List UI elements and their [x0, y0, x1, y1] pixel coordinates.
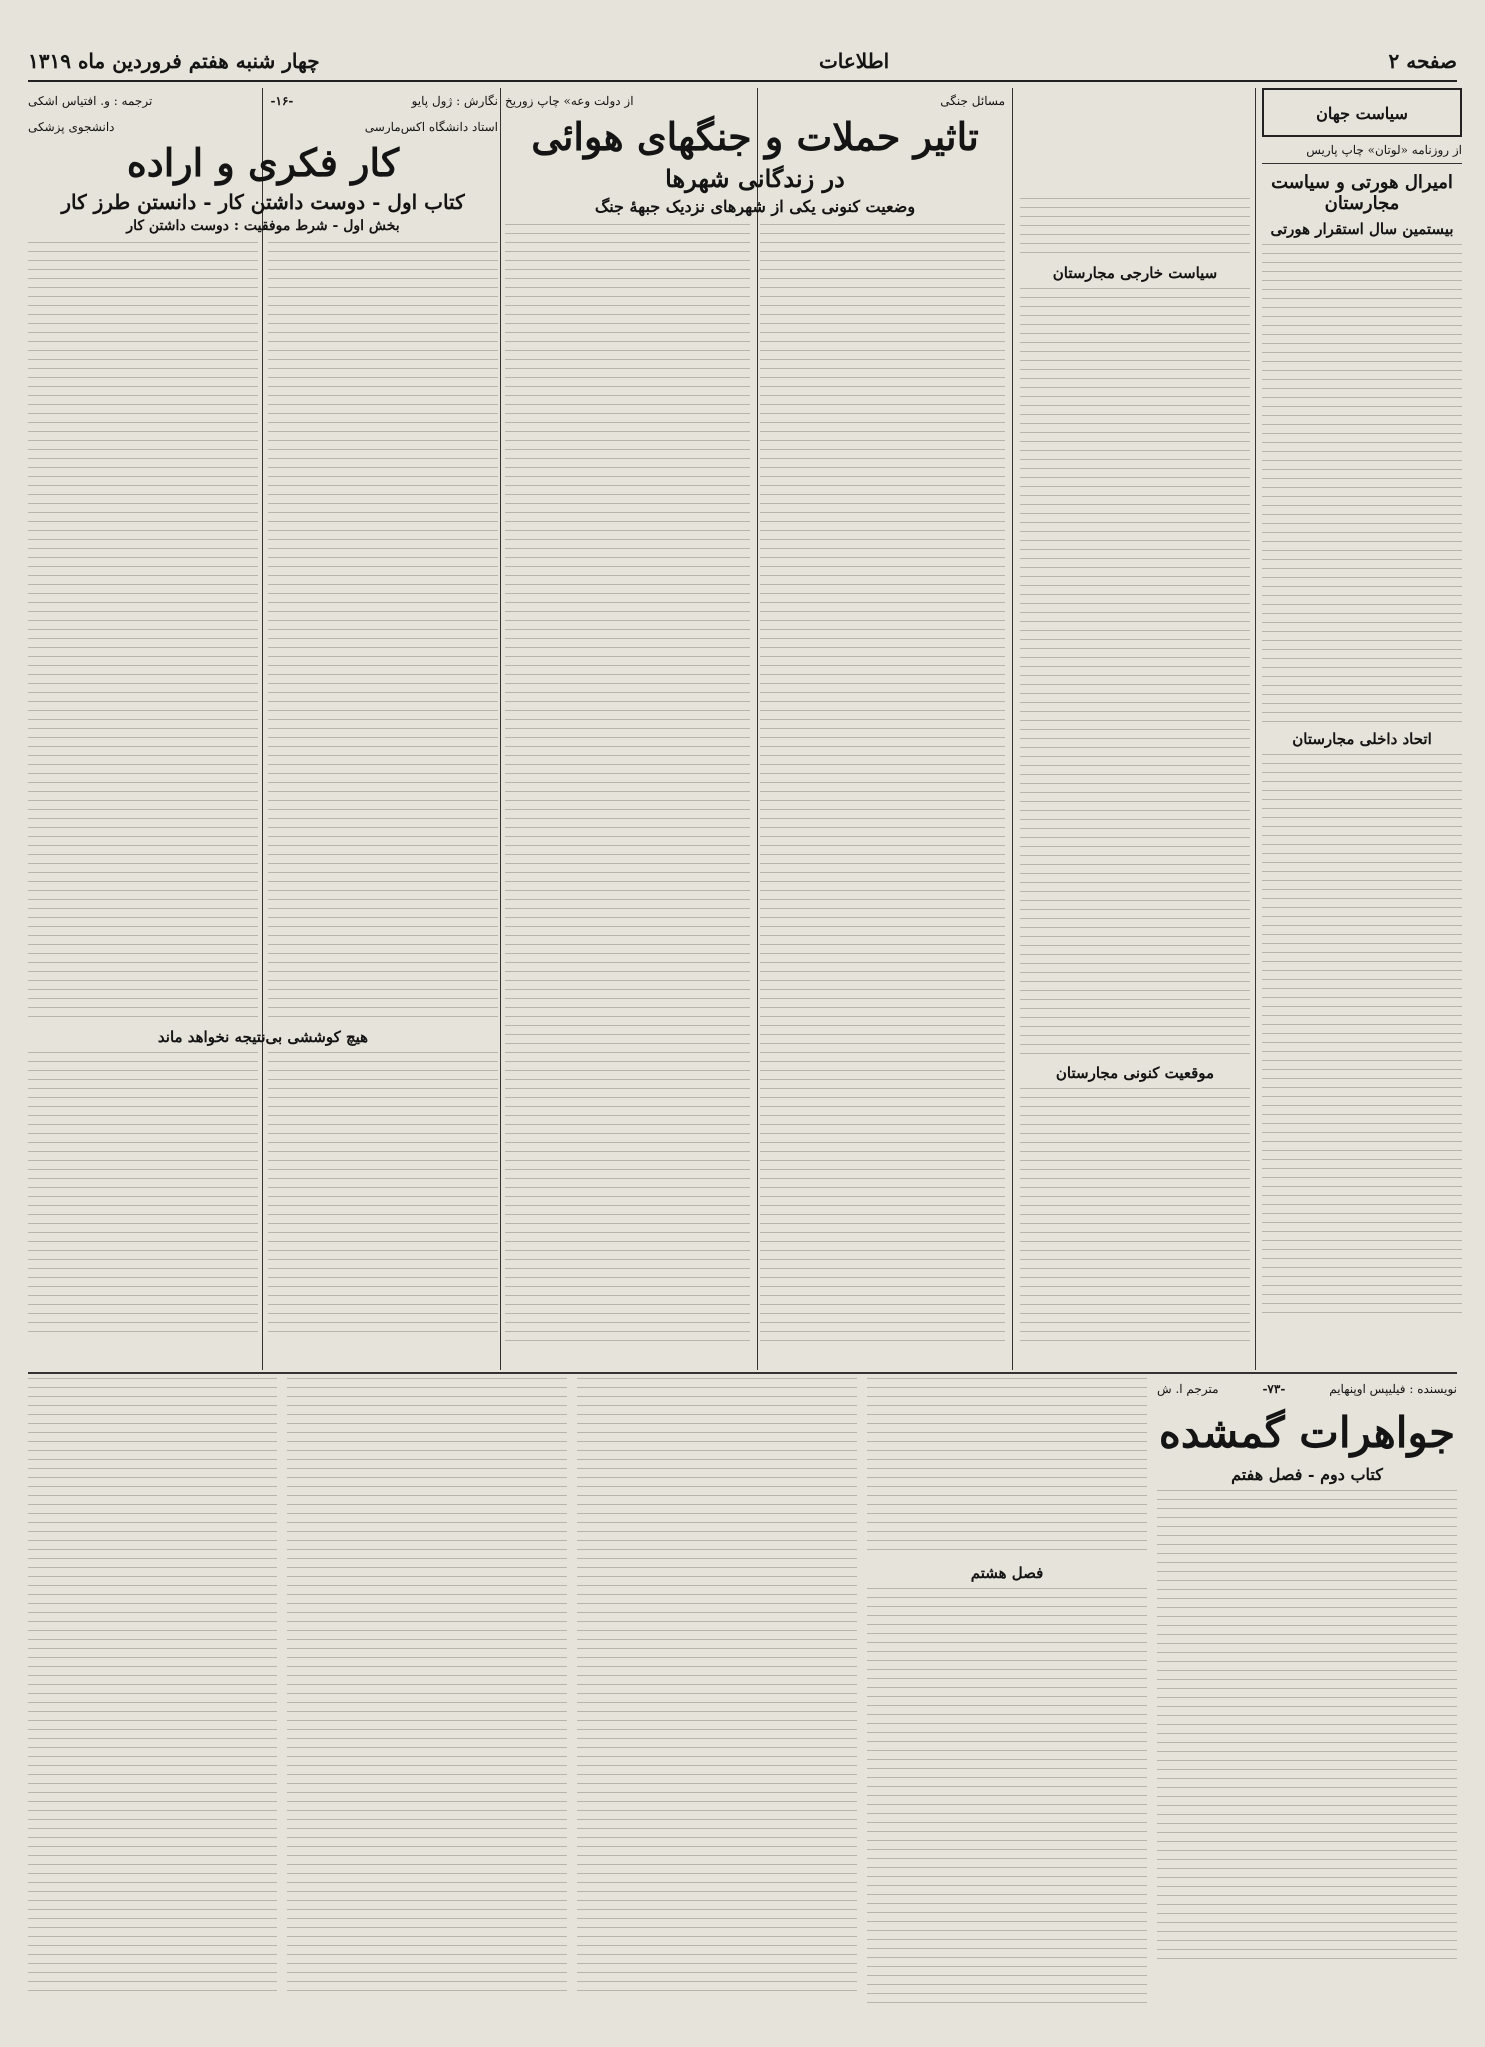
divider [1255, 88, 1256, 1370]
source-line: از روزنامه «لوتان» چاپ پاریس [1306, 143, 1462, 157]
chapter-title: فصل هشتم [970, 1564, 1044, 1582]
subheading: اتحاد داخلی مجارستان [1292, 730, 1432, 748]
subheading: بیستمین سال استقرار هورتی [1270, 220, 1454, 238]
part-title: بخش اول - شرط موفقیت : دوست داشتن کار [126, 218, 400, 234]
serial-column [287, 1378, 567, 2018]
serial-part: کتاب دوم - فصل هفتم [1231, 1465, 1383, 1484]
page-header [28, 42, 1457, 82]
author-note: استاد دانشگاه اکس‌مارسی [364, 120, 498, 134]
byline-translator: ترجمه : و. افتیاس اشکی [28, 94, 153, 108]
serial-title: جواهرات گمشده [1158, 1408, 1456, 1457]
kicker: مسائل جنگی [940, 94, 1005, 108]
article-text [1020, 198, 1250, 258]
article-text [28, 1052, 258, 1332]
subheading: سیاست خارجی مجارستان [1052, 264, 1218, 282]
article-text [287, 1378, 567, 1998]
subheading: موقعیت کنونی مجارستان [1055, 1064, 1215, 1082]
article-text [867, 1588, 1147, 2008]
translator-note: دانشجوی پزشکی [28, 120, 115, 134]
article-columns [28, 1052, 498, 1332]
headline: کار فکری و اراده [126, 140, 400, 185]
column-war [505, 88, 1005, 1370]
column-politics-2 [1020, 88, 1250, 1370]
deck: وضعیت کنونی یکی از شهرهای نزدیک جبههٔ جنگ [594, 197, 916, 216]
article-columns [505, 224, 1005, 1344]
subheading: هیچ کوششی بی‌نتیجه نخواهد ماند [157, 1028, 369, 1046]
article-text [1262, 754, 1462, 1314]
serial-translator: مترجم ا. ش [1157, 1382, 1219, 1396]
section-title: سیاست جهان [1316, 104, 1408, 123]
article-text [1262, 244, 1462, 724]
kicker-row [505, 88, 1005, 114]
rule [1262, 163, 1462, 164]
divider [500, 88, 501, 1370]
serial-section [28, 1378, 1457, 2018]
article-columns [28, 242, 498, 1022]
article-text [268, 242, 498, 1022]
headline: امیرال هورتی و سیاست مجارستان [1271, 172, 1453, 214]
column-will [28, 88, 498, 1370]
serial-header [1157, 1378, 1457, 2018]
article-text [867, 1378, 1147, 1558]
article-text [1020, 1088, 1250, 1348]
divider [1012, 88, 1013, 1370]
source-line: از دولت وعه» چاپ زوریخ [505, 94, 634, 108]
serial-byline [1157, 1378, 1457, 1400]
article-text [1020, 288, 1250, 1058]
serial-number: -۷۳- [1262, 1382, 1286, 1396]
serial-column [577, 1378, 857, 2018]
serial-column [867, 1378, 1147, 2018]
page-number: صفحه ۲ [1388, 49, 1457, 73]
installment-number: -۱۶- [270, 94, 294, 108]
subheadline: در زندگانی شهرها [665, 164, 845, 193]
byline-author: نگارش : ژول پایو [411, 94, 498, 108]
column-politics [1262, 88, 1462, 1370]
byline-row [28, 88, 498, 114]
article-text [1157, 1490, 1457, 1960]
article-text [577, 1378, 857, 1998]
serial-column [28, 1378, 277, 2018]
article-text [28, 1378, 277, 1998]
article-text [760, 224, 1005, 1344]
serial-author: نویسنده : فیلیپس اوپنهایم [1329, 1382, 1457, 1396]
book-title: کتاب اول - دوست داشتن کار - دانستن طرز کار [61, 190, 465, 214]
page-date: چهار شنبه هفتم فروردین ماه ۱۳۱۹ [28, 49, 320, 73]
newspaper-name: اطلاعات [818, 49, 890, 73]
section-box [1262, 88, 1462, 137]
article-text [505, 224, 750, 1344]
article-text [268, 1052, 498, 1332]
byline-notes [28, 114, 498, 140]
article-text [28, 242, 258, 1022]
section-divider [28, 1372, 1457, 1374]
headline: تاثیر حملات و جنگهای هوائی [531, 114, 979, 159]
